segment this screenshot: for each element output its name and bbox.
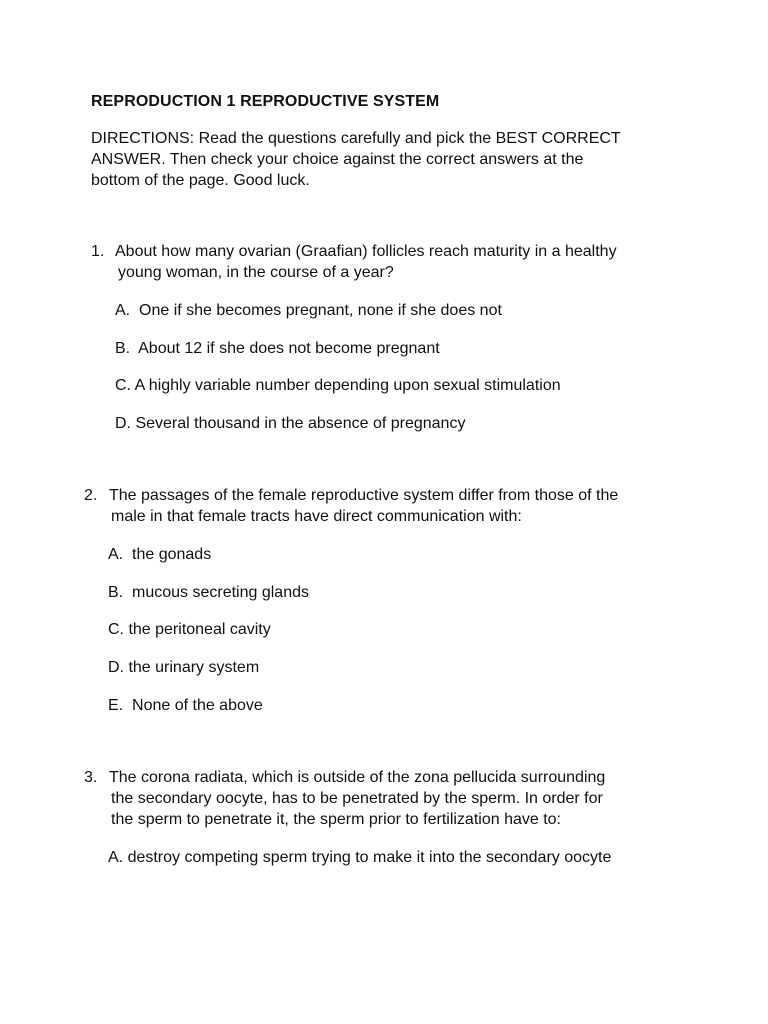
answer-option: C. A highly variable number depending upon sexual stimulation [115, 377, 561, 394]
directions-line: DIRECTIONS: Read the questions carefully and pick the BEST CORRECT [91, 130, 621, 147]
question-line: young woman, in the course of a year? [118, 264, 394, 281]
directions-line: ANSWER. Then check your choice against the correct answers at the [91, 151, 584, 168]
question-number: 3. [84, 769, 98, 786]
question-text [115, 241, 715, 283]
question-line: About how many ovarian (Graafian) follicles reach maturity in a healthy [115, 243, 617, 260]
question-number: 2. [84, 487, 98, 504]
answer-option: D. Several thousand in the absence of pregnancy [115, 415, 466, 432]
question-line: The corona radiata, which is outside of the zona pellucida surrounding [109, 769, 606, 786]
directions-line: bottom of the page. Good luck. [91, 172, 310, 189]
question-number: 1. [91, 243, 105, 260]
question-line: the secondary oocyte, has to be penetrated by the sperm. In order for [111, 790, 603, 807]
answer-option: D. the urinary system [108, 659, 260, 676]
answer-option: A. the gonads [108, 546, 212, 563]
directions-text [91, 128, 691, 191]
question-line: The passages of the female reproductive system differ from those of the [109, 487, 619, 504]
question-text [109, 767, 729, 830]
question-line: male in that female tracts have direct communication with: [111, 508, 522, 525]
answer-option: B. About 12 if she does not become pregnant [115, 340, 440, 357]
page-title: REPRODUCTION 1 REPRODUCTIVE SYSTEM [91, 93, 440, 110]
question-text [109, 485, 729, 527]
answer-option: B. mucous secreting glands [108, 584, 309, 601]
answer-option: A. destroy competing sperm trying to make it into the secondary oocyte [108, 849, 612, 866]
answer-option: E. None of the above [108, 697, 263, 714]
answer-option: C. the peritoneal cavity [108, 621, 271, 638]
answer-option: A. One if she becomes pregnant, none if she does not [115, 302, 502, 319]
question-line: the sperm to penetrate it, the sperm prior to fertilization have to: [111, 811, 561, 828]
